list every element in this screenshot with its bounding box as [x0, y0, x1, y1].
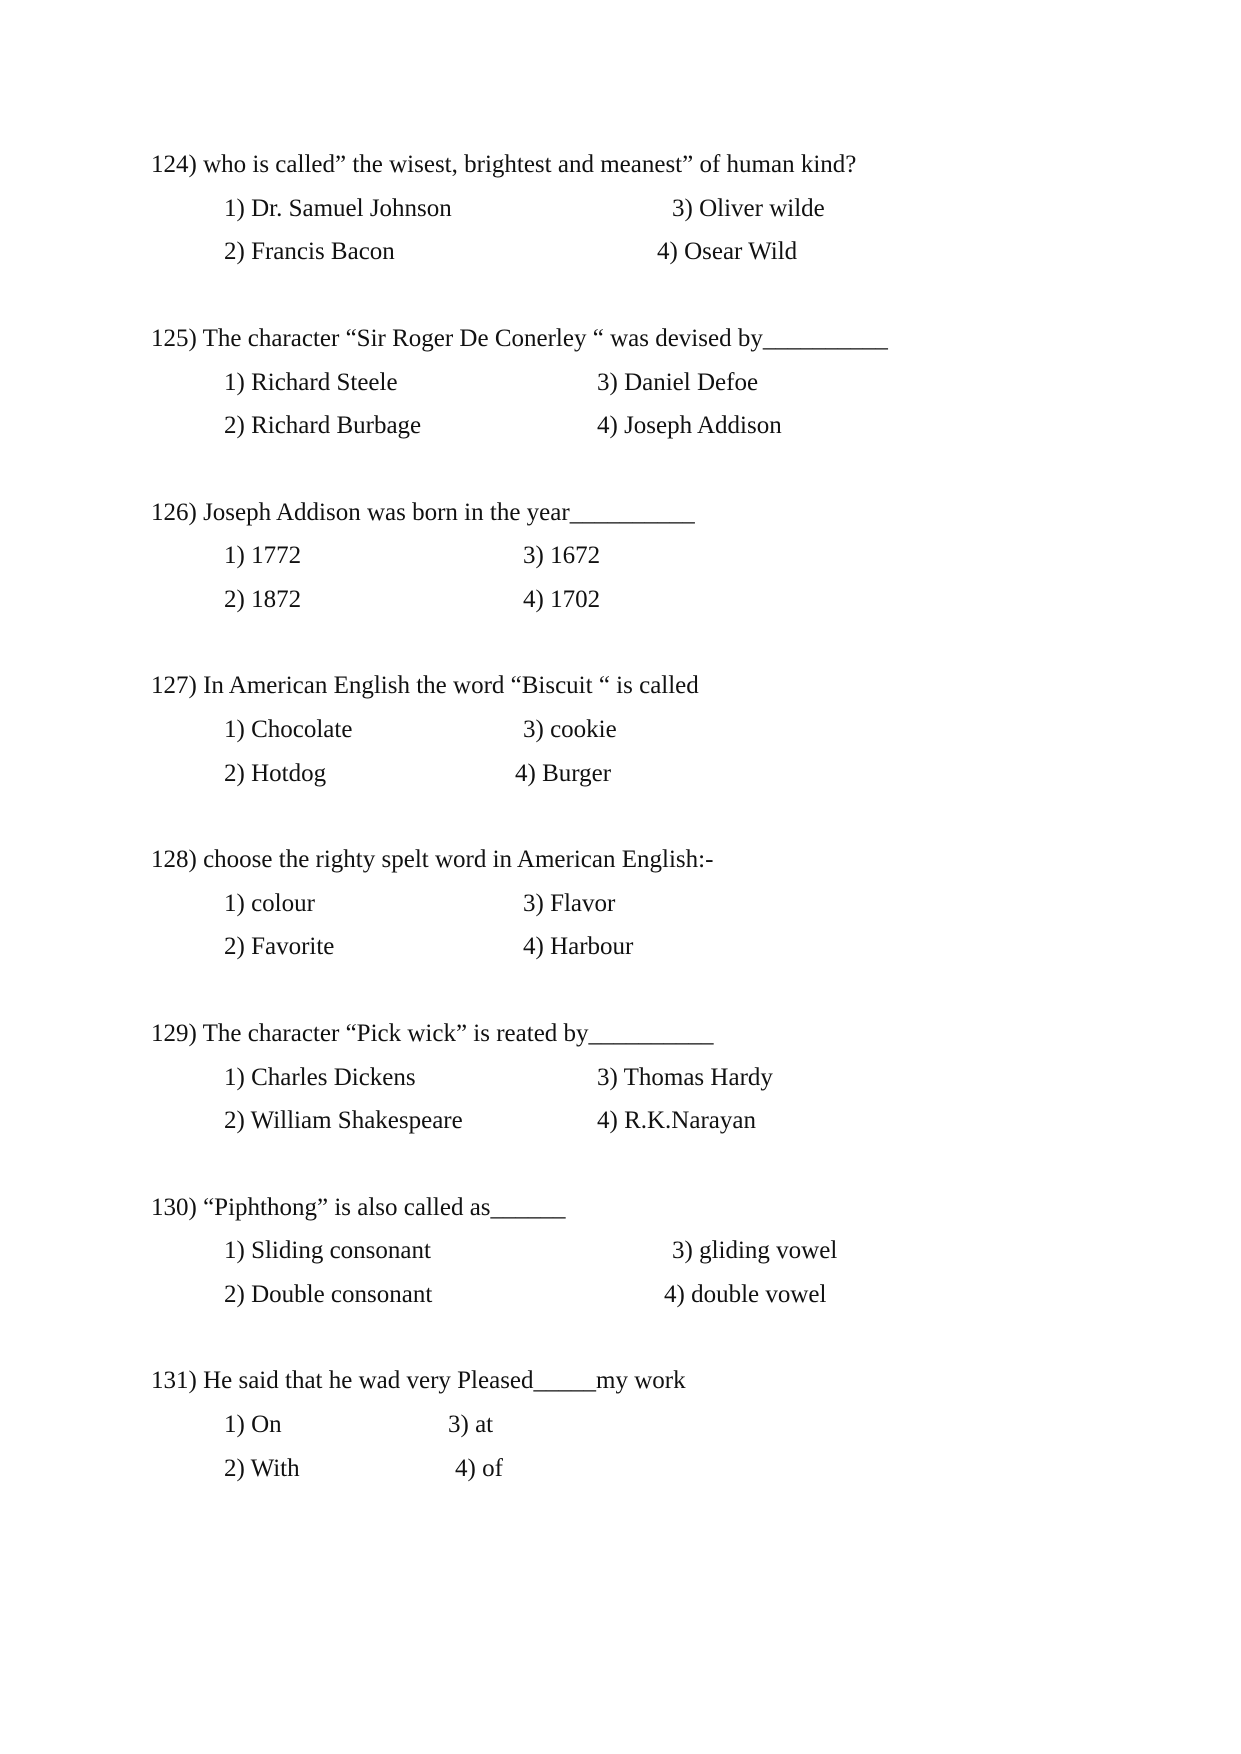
question-text: 130) “Piphthong” is also called as______: [151, 1194, 566, 1221]
question-text: 127) In American English the word “Biscuit “ is called: [151, 672, 699, 699]
option-1: 1) Richard Steele: [224, 369, 398, 396]
option-3: 3) 1672: [523, 542, 601, 569]
option-3: 3) Daniel Defoe: [597, 369, 759, 396]
question-text: 129) The character “Pick wick” is reated by__________: [151, 1020, 714, 1047]
option-4: 4) 1702: [523, 586, 601, 613]
option-2: 2) Francis Bacon: [224, 238, 395, 265]
option-3: 3) Thomas Hardy: [597, 1064, 773, 1091]
option-2: 2) Favorite: [224, 933, 335, 960]
option-4: 4) double vowel: [664, 1281, 827, 1308]
option-4: 4) R.K.Narayan: [597, 1107, 756, 1134]
option-1: 1) On: [224, 1411, 282, 1438]
option-3: 3) gliding vowel: [672, 1237, 838, 1264]
option-1: 1) Sliding consonant: [224, 1237, 431, 1264]
question-text: 126) Joseph Addison was born in the year__________: [151, 499, 695, 526]
option-2: 2) With: [224, 1455, 300, 1482]
option-3: 3) Oliver wilde: [672, 195, 825, 222]
option-1: 1) Dr. Samuel Johnson: [224, 195, 452, 222]
option-3: 3) Flavor: [523, 890, 616, 917]
option-4: 4) Joseph Addison: [597, 412, 782, 439]
option-2: 2) Double consonant: [224, 1281, 433, 1308]
option-1: 1) Chocolate: [224, 716, 353, 743]
option-4: 4) Osear Wild: [657, 238, 798, 265]
option-1: 1) Charles Dickens: [224, 1064, 416, 1091]
option-4: 4) of: [455, 1455, 503, 1482]
question-text: 131) He said that he wad very Pleased_____my work: [151, 1367, 686, 1394]
option-1: 1) colour: [224, 890, 315, 917]
option-2: 2) Richard Burbage: [224, 412, 422, 439]
option-4: 4) Burger: [515, 760, 612, 787]
question-text: 128) choose the righty spelt word in American English:-: [151, 846, 714, 873]
question-text: 124) who is called” the wisest, brightest and meanest” of human kind?: [151, 151, 857, 178]
option-2: 2) 1872: [224, 586, 302, 613]
option-3: 3) at: [448, 1411, 494, 1438]
option-4: 4) Harbour: [523, 933, 634, 960]
option-1: 1) 1772: [224, 542, 302, 569]
option-3: 3) cookie: [523, 716, 617, 743]
option-2: 2) Hotdog: [224, 760, 327, 787]
option-2: 2) William Shakespeare: [224, 1107, 463, 1134]
question-text: 125) The character “Sir Roger De Conerley “ was devised by__________: [151, 325, 888, 352]
